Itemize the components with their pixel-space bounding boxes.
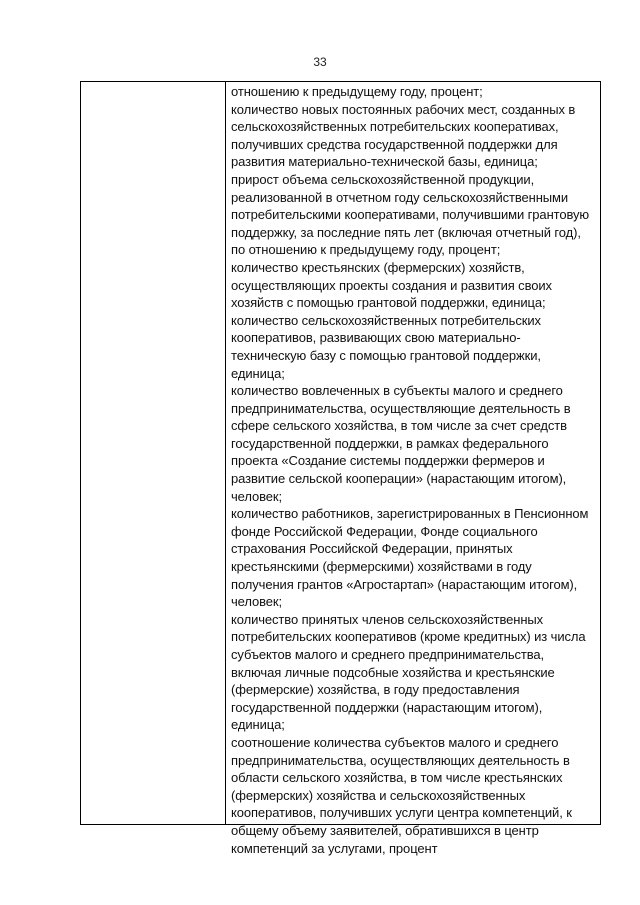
indicator-text: количество крестьянских (фермерских) хозяйств, осуществляющих проекты создания и развития своих хозяйств с помощью грантовой поддержки, единица; <box>231 259 552 311</box>
table-right-cell <box>226 82 600 856</box>
indicator-text: соотношение количества субъектов малого и среднего предпринимательства, осуществляющих деятельность в области сельского хозяйства, в том числе крестьянских (фермерских) хозяйства и сельскохозяйственных кооперативов, получивших услуги центра компетенций, к общему объему заявителей, обратившихся в центр компетенций за услугами, процент <box>231 734 572 856</box>
indicator-table <box>80 81 601 856</box>
indicator-text: количество новых постоянных рабочих мест, созданных в сельскохозяйственных потребительских кооперативах, получивших средства государственной поддержки для развития материально-технической базы, единица; <box>231 101 576 170</box>
indicator-text: отношению к предыдущему году, процент; <box>231 84 483 99</box>
indicator-text: количество работников, зарегистрированных в Пенсионном фонде Российской Федерации, Фонде социального страхования Российской Федерации, принятых крестьянскими (фермерскими) хозяйствами в году получения грантов «Агростартап» (нарастающим итогом), человек; <box>231 506 589 610</box>
indicator-text: количество вовлеченных в субъекты малого и среднего предпринимательства, осуществляющие деятельность в сфере сельского хозяйства, в том числе за счет средств государственной поддержки, в рамках федерального проекта «Создание системы поддержки фермеров и развитие сельской кооперации» (нарастающим итогом), человек; <box>231 383 571 504</box>
indicator-text: количество принятых членов сельскохозяйственных потребительских кооперативов (кроме кредитных) из числа субъектов малого и среднего предпринимательства, включая личные подсобные хозяйства и крестьянские (фермерские) хозяйства, в году предоставления государственной поддержки (нарастающим итогом), единица; <box>231 611 586 733</box>
indicator-text: количество сельскохозяйственных потребительских кооперативов, развивающих свою материально-техническую базу с помощью грантовой поддержки, единица; <box>231 312 541 381</box>
page-number: 33 <box>313 55 327 69</box>
table-left-cell <box>81 82 226 824</box>
indicator-text: прирост объема сельскохозяйственной продукции, реализованной в отчетном году сельскохозяйственными потребительскими кооперативами, получившими грантовую поддержку, за последние пять лет (включая отчетный год), по отношению к предыдущему году, процент; <box>231 171 590 258</box>
